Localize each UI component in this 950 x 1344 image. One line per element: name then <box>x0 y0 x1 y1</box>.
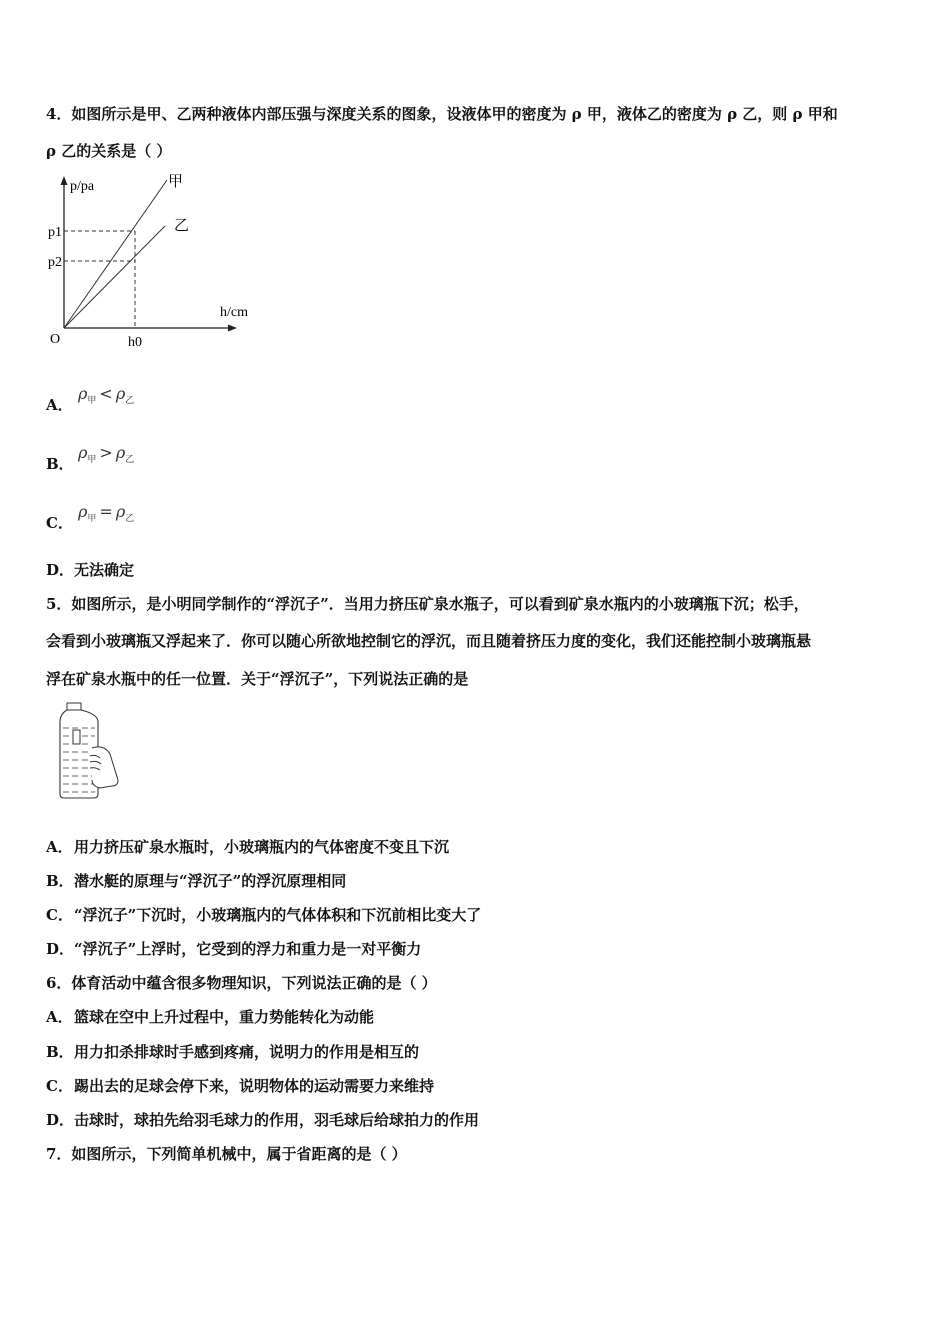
q6-option-b[interactable] <box>46 1041 419 1062</box>
q4-stem-line2: ρ 乙的关系是（ ） <box>46 142 172 160</box>
q4-option-c-formula: $\rho_甲 = \rho_乙$ <box>78 502 135 525</box>
option-letter: B． <box>46 1043 74 1061</box>
option-letter: C． <box>46 906 73 924</box>
option-letter: D． <box>46 561 75 579</box>
option-text: “浮沉子”下沉时，小玻璃瓶内的气体体积和下沉前相比变大了 <box>74 906 482 924</box>
option-text: “浮沉子”上浮时，它受到的浮力和重力是一对平衡力 <box>74 940 422 958</box>
q5-stem-line3: 浮在矿泉水瓶中的任一位置．关于“浮沉子”，下列说法正确的是 <box>46 670 469 688</box>
q4-stem-line1: 4．如图所示是甲、乙两种液体内部压强与深度关系的图象，设液体甲的密度为 ρ 甲，液体乙的密度为 ρ 乙，则 ρ 甲和 <box>46 105 838 123</box>
q4-option-b-formula: $\rho_甲 > \rho_乙$ <box>78 443 135 466</box>
y-axis-label: p/pa <box>70 179 95 194</box>
option-text: 击球时，球拍先给羽毛球力的作用，羽毛球后给球拍力的作用 <box>74 1111 480 1129</box>
q4-option-c[interactable] <box>46 512 74 533</box>
q7-stem: 7．如图所示，下列简单机械中，属于省距离的是（ ） <box>46 1145 407 1163</box>
option-text: 用力挤压矿泉水瓶时，小玻璃瓶内的气体密度不变且下沉 <box>74 838 450 856</box>
option-text: 踢出去的足球会停下来，说明物体的运动需要力来维持 <box>74 1077 435 1095</box>
line-yi-label: 乙 <box>174 218 190 234</box>
option-letter: B． <box>46 455 74 473</box>
q6-option-a[interactable] <box>46 1006 374 1027</box>
option-letter: A． <box>46 838 73 856</box>
cartesian-diver-bottle-illustration <box>52 700 124 802</box>
option-letter: D． <box>46 1111 75 1129</box>
q5-option-d[interactable] <box>46 938 421 959</box>
origin-label: O <box>50 332 61 347</box>
line-jia-label: 甲 <box>168 174 184 190</box>
q6-option-d[interactable] <box>46 1109 479 1130</box>
q5-stem-line1: 5．如图所示，是小明同学制作的“浮沉子”．当用力挤压矿泉水瓶子，可以看到矿泉水瓶内的小玻璃瓶下沉；松手， <box>46 595 809 613</box>
option-letter: C． <box>46 514 73 532</box>
option-letter: A． <box>46 396 73 414</box>
option-letter: C． <box>46 1077 73 1095</box>
q4-option-a-formula: $\rho_甲 < \rho_乙$ <box>78 384 135 407</box>
pressure-depth-graph <box>40 168 270 358</box>
q5-stem-line2: 会看到小玻璃瓶又浮起来了．你可以随心所欲地控制它的浮沉，而且随着挤压力度的变化，我们还能控制小玻璃瓶悬 <box>46 632 812 650</box>
q4-option-b[interactable] <box>46 453 74 474</box>
option-letter: A． <box>46 1008 73 1026</box>
option-text: 篮球在空中上升过程中，重力势能转化为动能 <box>74 1008 375 1026</box>
option-letter: D． <box>46 940 75 958</box>
x-axis-label: h/cm <box>220 305 248 320</box>
q5-option-a[interactable] <box>46 836 449 857</box>
q5-option-b[interactable] <box>46 870 346 891</box>
option-text: 用力扣杀排球时手感到疼痛，说明力的作用是相互的 <box>74 1043 420 1061</box>
q4-option-d[interactable] <box>46 559 134 580</box>
q4-option-a[interactable] <box>46 394 74 415</box>
p2-label: p2 <box>48 255 62 270</box>
q5-option-c[interactable] <box>46 904 481 925</box>
option-text: 潜水艇的原理与“浮沉子”的浮沉原理相同 <box>74 872 347 890</box>
p1-label: p1 <box>48 225 62 240</box>
option-letter: B． <box>46 872 74 890</box>
option-text: 无法确定 <box>74 561 135 579</box>
q6-option-c[interactable] <box>46 1075 434 1096</box>
h0-label: h0 <box>128 335 142 350</box>
q6-stem: 6．体育活动中蕴含很多物理知识，下列说法正确的是（ ） <box>46 974 437 992</box>
